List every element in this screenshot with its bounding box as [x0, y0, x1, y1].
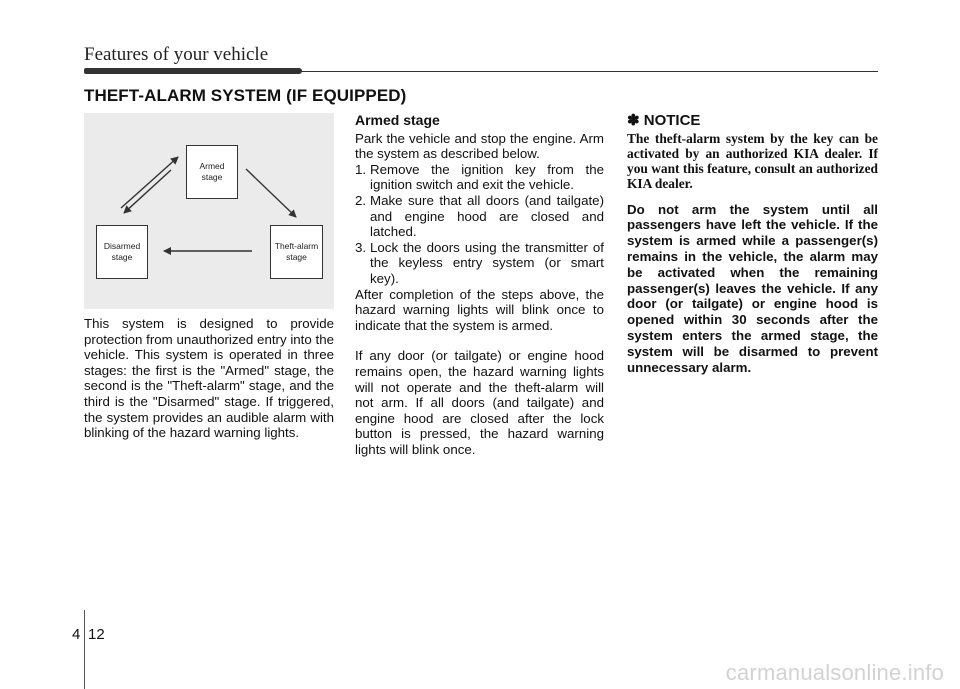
step-item	[355, 240, 604, 287]
armed-stage-label: Armed stage	[199, 161, 225, 182]
theft-alarm-stages-diagram	[84, 113, 334, 309]
arrow-disarmed-to-armed	[121, 157, 178, 208]
armed-stage-column	[355, 113, 604, 457]
notice-warning-text: Do not arm the system until all passengers have left the vehicle. If the system is armed while a passenger(s) remains in the vehicle, the alarm may be activated when the remaining passenger(s) leaves the vehicle. If any door (or tailgate) or engine hood is opened within 30 seconds after the system enters the armed stage, the system will be disarmed to prevent unnecessary alarm.	[627, 201, 878, 375]
theft-alarm-stage-label: Theft-alarm stage	[274, 241, 319, 262]
notice-dealer-text: The theft-alarm system by the key can be activated by an authorized KIA dealer. If you want this feature, consult an authorized KIA dealer.	[627, 130, 878, 191]
step-text: Lock the doors using the transmitter of the keyless entry system (or smart key).	[370, 239, 604, 286]
step-number: 1.	[355, 161, 367, 177]
footer-rule	[84, 610, 85, 689]
notice-symbol-icon: ✽	[627, 112, 640, 129]
step-item	[355, 162, 604, 193]
step-number: 2.	[355, 192, 367, 208]
chapter-number: 4	[72, 626, 81, 643]
theft-alarm-stage-box	[270, 225, 323, 279]
arrow-armed-to-theft-alarm	[246, 169, 296, 217]
notice-column	[627, 113, 878, 375]
header-rule	[300, 71, 878, 72]
disarmed-stage-box	[96, 225, 148, 279]
header-bar	[84, 68, 302, 74]
page-number: 12	[88, 626, 105, 643]
notice-title	[627, 113, 878, 129]
section-title: THEFT-ALARM SYSTEM (IF EQUIPPED)	[84, 86, 407, 105]
diagram-arrows	[84, 113, 334, 309]
step-text: Remove the ignition key from the ignition switch and exit the vehicle.	[370, 161, 604, 193]
armed-stage-box	[186, 145, 238, 199]
watermark: carmanualsonline.info	[725, 660, 944, 685]
step-item	[355, 193, 604, 240]
notice-title-text: NOTICE	[643, 112, 701, 129]
step-number: 3.	[355, 239, 367, 255]
intro-paragraph: This system is designed to provide protection from unauthorized entry into the vehicle. This system is operated in three stages: the first is the "Armed" stage, the second is the "Theft-alarm" stage, and the third is the "Disarmed" stage. If triggered, the system provides an audible alarm with blinking of the hazard warning lights.	[84, 316, 334, 441]
armed-stage-intro: Park the vehicle and stop the engine. Arm the system as described below.	[355, 130, 604, 162]
disarmed-stage-label: Disarmed stage	[103, 241, 141, 262]
step-text: Make sure that all doors (and tailgate) and engine hood are closed and latched.	[370, 192, 604, 240]
intro-column	[84, 316, 334, 441]
armed-stage-heading: Armed stage	[355, 112, 440, 128]
page-header-title: Features of your vehicle	[84, 44, 269, 65]
open-door-note: If any door (or tailgate) or engine hood remains open, the hazard warning lights will not operate and the theft-alarm will not arm. If all doors (and tailgate) and engine hood are closed after the lock button is pressed, the hazard warning lights will blink once.	[355, 348, 604, 457]
arrow-armed-to-disarmed	[124, 170, 171, 213]
armed-after-paragraph: After completion of the steps above, the hazard warning lights will blink once to indicate that the system is armed.	[355, 286, 604, 333]
armed-steps-list	[355, 162, 604, 287]
